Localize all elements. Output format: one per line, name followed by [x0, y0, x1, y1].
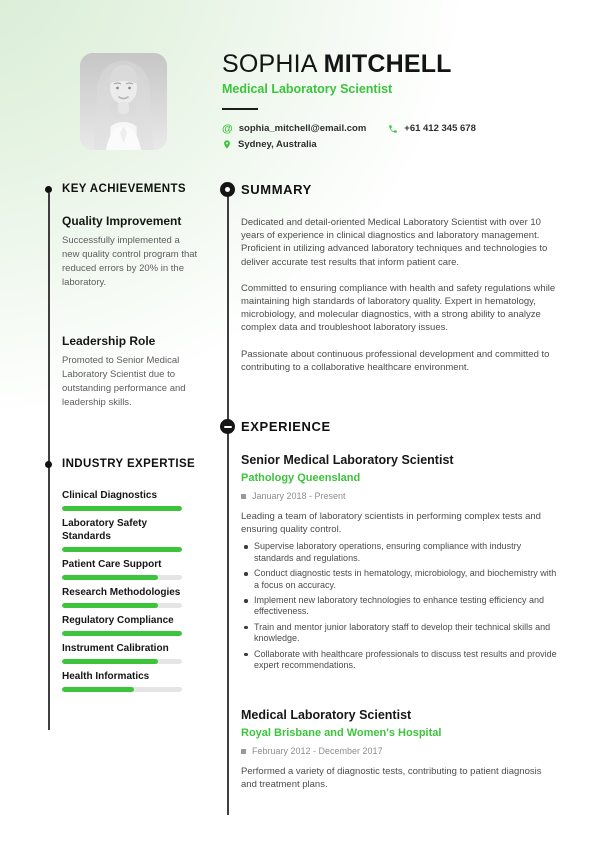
experience-heading [241, 420, 557, 434]
header-divider [222, 108, 258, 110]
skill-bar-fill [62, 547, 182, 552]
skill-item [62, 489, 198, 511]
achievement-item [62, 214, 198, 290]
date-range-value: February 2012 - December 2017 [252, 745, 383, 756]
section-summary [241, 183, 557, 374]
achievement-description: Promoted to Senior Medical Laboratory Scientist due to outstanding performance and leadership skills. [62, 355, 186, 408]
section-experience [241, 420, 557, 791]
skill-bar-fill [62, 687, 134, 692]
contact-phone [388, 123, 476, 134]
achievement-title: Quality Improvement [62, 214, 182, 228]
first-name: SOPHIA [222, 50, 318, 78]
experience-heading-label: EXPERIENCE [241, 419, 331, 435]
skill-name: Research Methodologies [62, 587, 181, 598]
skill-bar-fill [62, 659, 158, 664]
skill-item [62, 670, 198, 692]
experience-entry [241, 708, 557, 791]
skill-item [62, 558, 198, 580]
skill-bar-track [62, 603, 182, 608]
skill-item [62, 586, 198, 608]
contact-email [222, 123, 366, 134]
experience-bullet: Train and mentor junior laboratory staff to develop their technical skills and knowledge. [241, 622, 557, 645]
skill-bar-fill [62, 631, 182, 636]
candidate-name [222, 50, 582, 78]
right-column [227, 183, 600, 796]
skill-name: Patient Care Support [62, 559, 162, 570]
section-key-achievements [62, 183, 198, 410]
email-value: sophia_mitchell@email.com [238, 123, 367, 134]
left-column [48, 183, 198, 796]
at-icon: @ [222, 122, 233, 135]
phone-value: +61 412 345 678 [404, 123, 476, 134]
key-achievements-heading: KEY ACHIEVEMENTS [62, 183, 198, 196]
date-range [241, 491, 557, 502]
company-name: Pathology Queensland [241, 472, 361, 485]
contact-block [222, 123, 582, 150]
skill-bar-fill [62, 603, 158, 608]
resume-body [0, 183, 600, 796]
achievement-description: Successfully implemented a new quality control program that reduced errors by 20% in the laboratory. [62, 235, 198, 288]
skill-bar-track [62, 687, 182, 692]
skill-item [62, 517, 198, 552]
job-title: Medical Laboratory Scientist [222, 82, 393, 96]
skill-bar-track [62, 631, 182, 636]
summary-paragraph: Passionate about continuous professional development and committed to contributing to a collaborative healthcare environment. [241, 348, 550, 373]
location-pin-icon [222, 139, 232, 150]
date-range [241, 746, 557, 757]
position-summary: Leading a team of laboratory scientists in performing complex tests and ensuring quality control. [241, 511, 541, 536]
skill-name: Instrument Calibration [62, 643, 169, 654]
achievement-item [62, 334, 198, 410]
position-title: Medical Laboratory Scientist [241, 707, 412, 722]
skill-name: Health Informatics [62, 671, 150, 682]
skill-item [62, 642, 198, 664]
section-industry-expertise [62, 458, 198, 692]
industry-expertise-heading: INDUSTRY EXPERTISE [62, 458, 198, 471]
phone-icon [388, 124, 398, 134]
last-name: MITCHELL [323, 50, 452, 78]
skill-name: Laboratory Safety Standards [62, 518, 148, 542]
header [222, 50, 582, 155]
summary-paragraph: Committed to ensuring compliance with health and safety regulations while maintaining high standards of laboratory quality. Expert in hematology, microbiology, and molecular diagnostics, with a strong ability to analyze complex data and troubleshoot laboratory issues. [241, 282, 556, 334]
skill-bar-track [62, 659, 182, 664]
skill-bar-track [62, 506, 182, 511]
summary-paragraph: Dedicated and detail-oriented Medical Laboratory Scientist with over 10 years of experience in clinical diagnostics and laboratory management. Proficient in utilizing advanced laboratory techniques and technologies to deliver accurate test results that inform patient care. [241, 217, 548, 268]
profile-photo [80, 53, 167, 150]
summary-heading [241, 183, 557, 197]
skill-item [62, 614, 198, 636]
achievement-title: Leadership Role [62, 334, 156, 348]
contact-location [222, 139, 317, 150]
position-bullet-list [241, 541, 557, 671]
calendar-square-icon [241, 494, 246, 499]
skill-bar-fill [62, 506, 182, 511]
location-value: Sydney, Australia [238, 139, 317, 150]
position-summary: Performed a variety of diagnostic tests, contributing to patient diagnosis and treatment plans. [241, 765, 542, 790]
company-name: Royal Brisbane and Women's Hospital [241, 726, 442, 739]
skill-bar-track [62, 547, 182, 552]
experience-entry [241, 453, 557, 671]
skill-bar-fill [62, 575, 158, 580]
experience-bullet: Implement new laboratory technologies to enhance testing efficiency and effectiveness. [241, 595, 557, 618]
skill-name: Regulatory Compliance [62, 615, 174, 626]
briefcase-icon [220, 419, 235, 434]
date-range-value: January 2018 - Present [252, 491, 346, 502]
experience-bullet: Conduct diagnostic tests in hematology, microbiology, and biochemistry with a focus on accuracy. [241, 568, 557, 591]
target-icon [220, 182, 235, 197]
calendar-square-icon [241, 749, 246, 754]
position-title: Senior Medical Laboratory Scientist [241, 453, 454, 468]
profile-photo-illustration [80, 53, 167, 150]
summary-heading-label: SUMMARY [241, 182, 312, 197]
experience-bullet: Supervise laboratory operations, ensuring compliance with industry standards and regulations. [241, 541, 557, 564]
skill-bar-track [62, 575, 182, 580]
skill-name: Clinical Diagnostics [62, 490, 158, 501]
experience-bullet: Collaborate with healthcare professionals to discuss test results and provide expert recommendations. [241, 649, 557, 672]
